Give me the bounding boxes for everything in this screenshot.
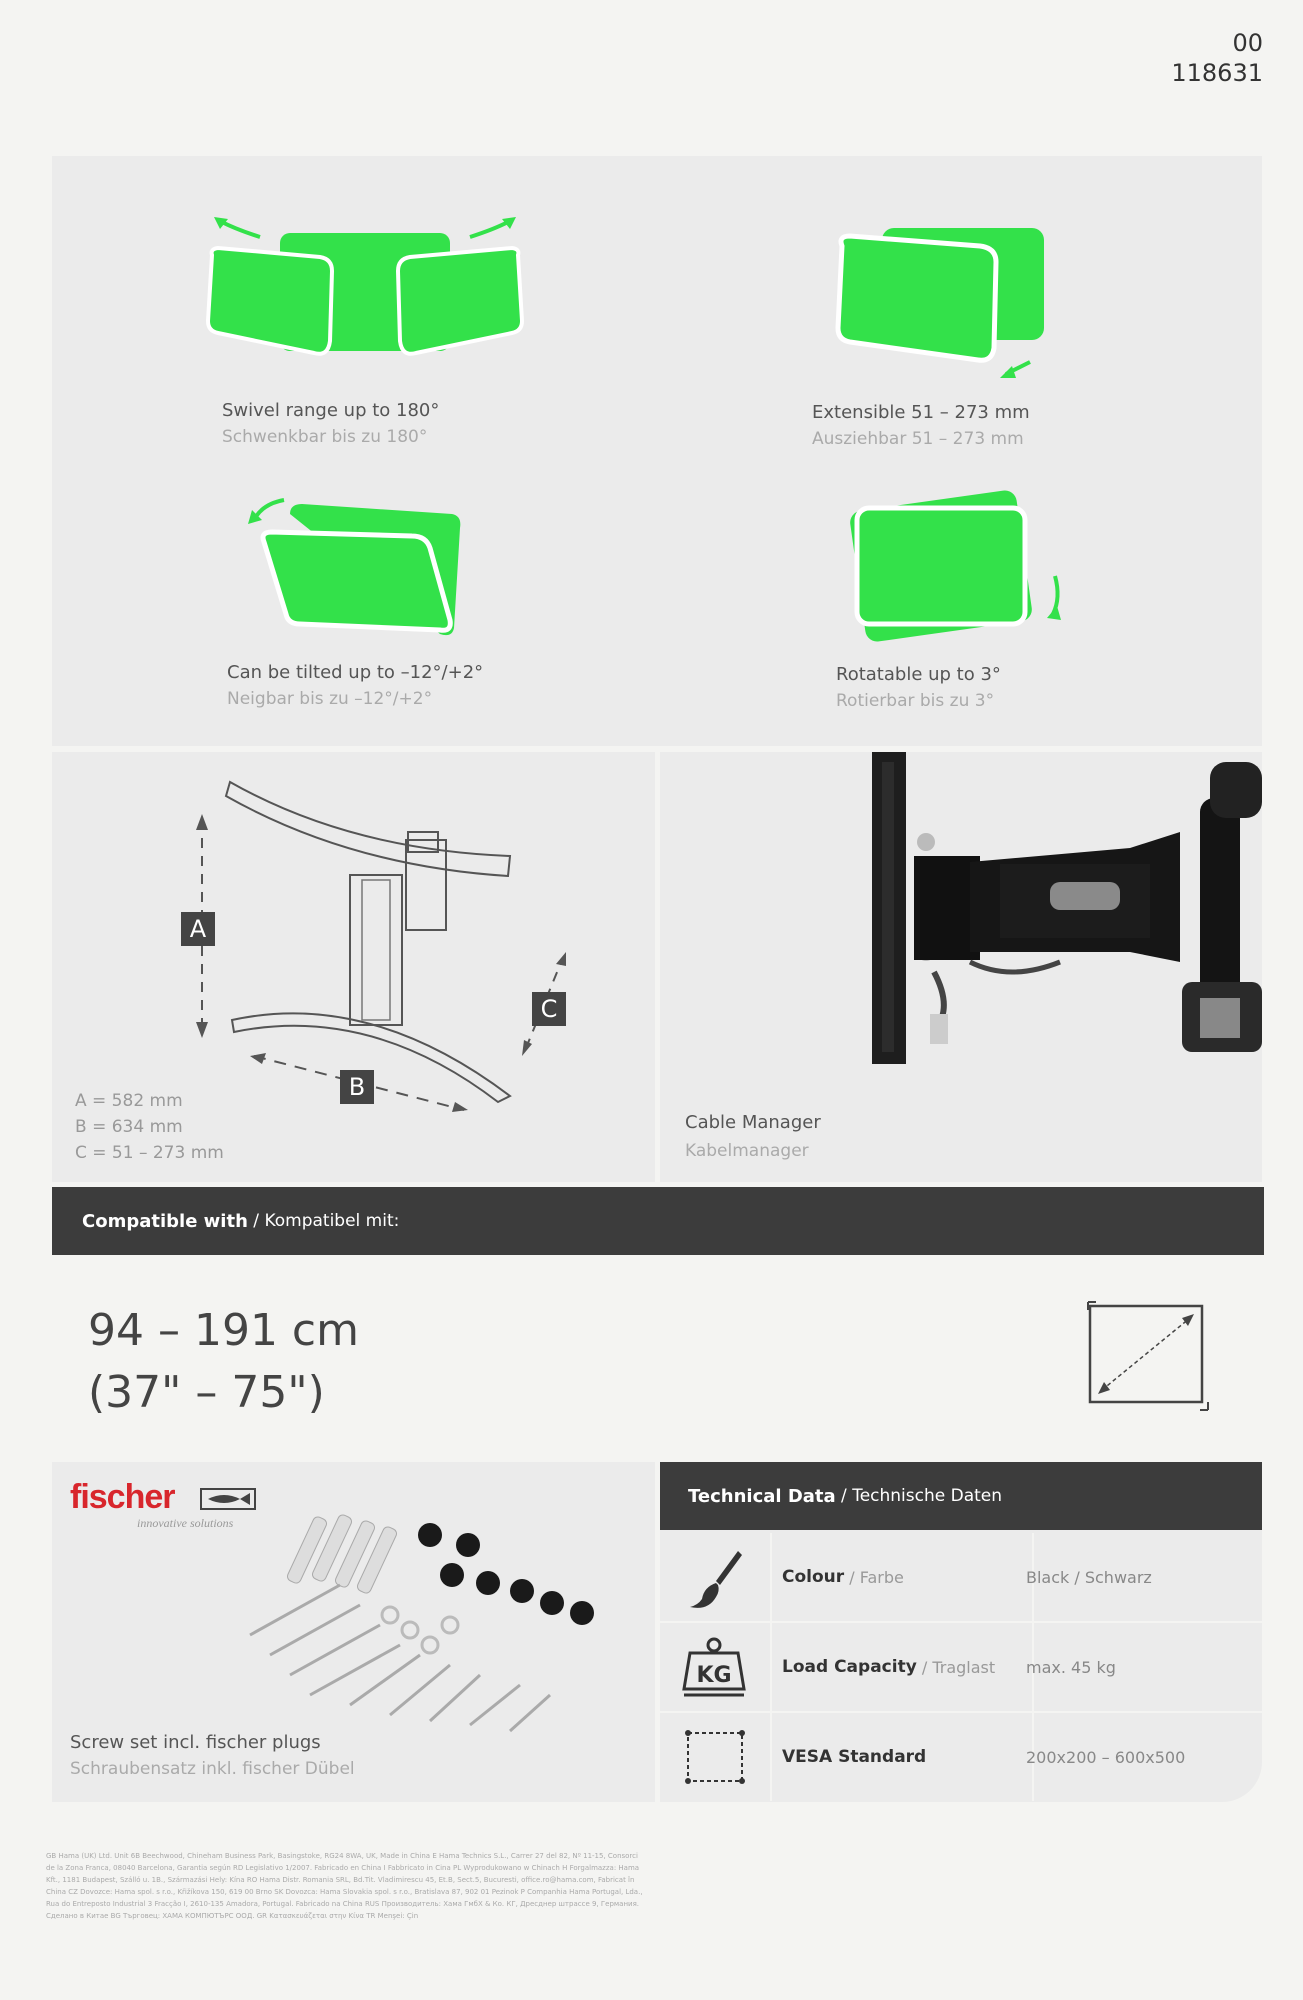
dimension-values bbox=[75, 1088, 224, 1166]
tech-load-key-de: Traglast bbox=[932, 1657, 996, 1677]
tilt-icon bbox=[240, 492, 470, 642]
screen-size-inch: (37" – 75") bbox=[88, 1367, 325, 1418]
tech-colour-sep: / bbox=[844, 1567, 860, 1587]
dimension-b: B = 634 mm bbox=[75, 1117, 183, 1137]
screw-set-en: Screw set incl. fischer plugs bbox=[70, 1732, 321, 1753]
feature-swivel-en: Swivel range up to 180° bbox=[222, 400, 440, 421]
brush-icon bbox=[660, 1533, 770, 1621]
dimension-c: C = 51 – 273 mm bbox=[75, 1143, 224, 1163]
tech-colour-key-de: Farbe bbox=[859, 1567, 904, 1587]
screen-size-cm: 94 – 191 cm bbox=[88, 1305, 359, 1356]
screw-set-photo bbox=[230, 1505, 600, 1745]
extensible-icon bbox=[830, 222, 1060, 382]
screw-set-label bbox=[70, 1732, 355, 1779]
feature-extensible bbox=[812, 402, 1030, 449]
compatible-separator: / bbox=[247, 1211, 265, 1231]
cable-manager-label bbox=[685, 1112, 821, 1161]
weight-icon bbox=[660, 1623, 770, 1711]
feature-tilt bbox=[227, 662, 483, 709]
feature-swivel-de: Schwenkbar bis zu 180° bbox=[222, 427, 428, 447]
feature-tilt-de: Neigbar bis zu –12°/+2° bbox=[227, 689, 433, 709]
feature-extensible-en: Extensible 51 – 273 mm bbox=[812, 402, 1030, 423]
screen-diagonal-icon bbox=[1086, 1300, 1210, 1412]
dimension-marker-a: A bbox=[181, 912, 215, 946]
cable-manager-de: Kabelmanager bbox=[685, 1141, 809, 1161]
tech-colour-value: Black / Schwarz bbox=[1026, 1567, 1152, 1587]
mount-dimension-diagram bbox=[150, 770, 590, 1115]
technical-data-bar bbox=[660, 1462, 1262, 1530]
tech-colour-key-en: Colour bbox=[782, 1567, 845, 1587]
compatible-bar bbox=[52, 1187, 1264, 1255]
dimension-marker-c: C bbox=[532, 992, 566, 1026]
tech-load-sep: / bbox=[916, 1657, 933, 1677]
screw-set-de: Schraubensatz inkl. fischer Dübel bbox=[70, 1759, 355, 1779]
article-code-line2: 118631 bbox=[1171, 59, 1263, 87]
tech-vesa-key-en: VESA Standard bbox=[782, 1747, 927, 1767]
technical-title-en: Technical Data bbox=[688, 1485, 836, 1507]
vesa-icon bbox=[660, 1713, 770, 1801]
feature-rotate-en: Rotatable up to 3° bbox=[836, 664, 1001, 685]
feature-rotate-de: Rotierbar bis zu 3° bbox=[836, 691, 995, 711]
feature-extensible-de: Ausziehbar 51 – 273 mm bbox=[812, 429, 1024, 449]
dimension-marker-b: B bbox=[340, 1070, 374, 1104]
cable-manager-en: Cable Manager bbox=[685, 1112, 821, 1133]
legal-text: GB Hama (UK) Ltd. Unit 6B Beechwood, Chineham Business Park, Basingstoke, RG24 8WA, UK, Made in China E Hama Technics S.L., Carrer 27 del 82, Nº 11-15, Consorci de la Zona Franca, 08040 Barcelona, Garantia según RD Legislativo 1/2007. Fabricado en China I Fabbricato in Cina PL Wyprodukowano w Chinach H Forgalmazza: Hama Kft., 1181 Budapest, Szálló u. 1B., Származási Hely: Kína RO Hama Distr. Romania SRL, Bd.Tit. Vladimirescu 45, Et.B, Sect.5, Bucuresti, office.ro@hama.com, Fabricat în China CZ Dovozce: Hama spol. s r.o., Křižíkova 150, 619 00 Brno SK Dovozca: Hama Slovakia spol. s r.o., Bratislava 87, 902 01 Pezinok P Companhia Hama Portugal, Lda., Rua do Entreposto Industrial 3 Fracção I, 2610-135 Amadora, Portugal. Fabricado na China RUS Производитель: Хама ГмбХ & Ко. КГ, Дресднер штрассе 9, Германия. Сделано в Китае BG Търговец: ХАМА КОМПЮТЪРС ООД. GR Κατασκευάζεται στην Κίνα TR Menşei: Çin bbox=[46, 1852, 643, 1920]
feature-swivel bbox=[222, 400, 439, 447]
cable-manager-photo bbox=[870, 752, 1262, 1064]
compatible-de: Kompatibel mit: bbox=[264, 1211, 400, 1231]
rotate-icon bbox=[835, 486, 1075, 646]
tech-load-value: max. 45 kg bbox=[1026, 1657, 1116, 1677]
tech-vesa-value: 200x200 – 600x500 bbox=[1026, 1747, 1186, 1767]
technical-title-separator: / bbox=[835, 1486, 853, 1506]
fischer-logo: fischer bbox=[70, 1478, 175, 1516]
article-number bbox=[1171, 28, 1263, 88]
article-code-line1: 00 bbox=[1232, 29, 1263, 57]
fischer-tagline: innovative solutions bbox=[137, 1516, 234, 1530]
tech-row-vesa bbox=[660, 1713, 1262, 1801]
weight-icon-text: KG bbox=[696, 1663, 732, 1688]
tech-row-colour bbox=[660, 1533, 1262, 1623]
compatible-en: Compatible with bbox=[82, 1210, 248, 1232]
swivel-icon bbox=[200, 215, 530, 365]
tech-load-key-en: Load Capacity bbox=[782, 1657, 917, 1677]
technical-title-de: Technische Daten bbox=[852, 1486, 1003, 1506]
feature-tilt-en: Can be tilted up to –12°/+2° bbox=[227, 662, 484, 683]
screen-size bbox=[88, 1300, 359, 1424]
tech-row-load bbox=[660, 1623, 1262, 1713]
dimension-a: A = 582 mm bbox=[75, 1091, 183, 1111]
feature-rotate bbox=[836, 664, 1001, 711]
